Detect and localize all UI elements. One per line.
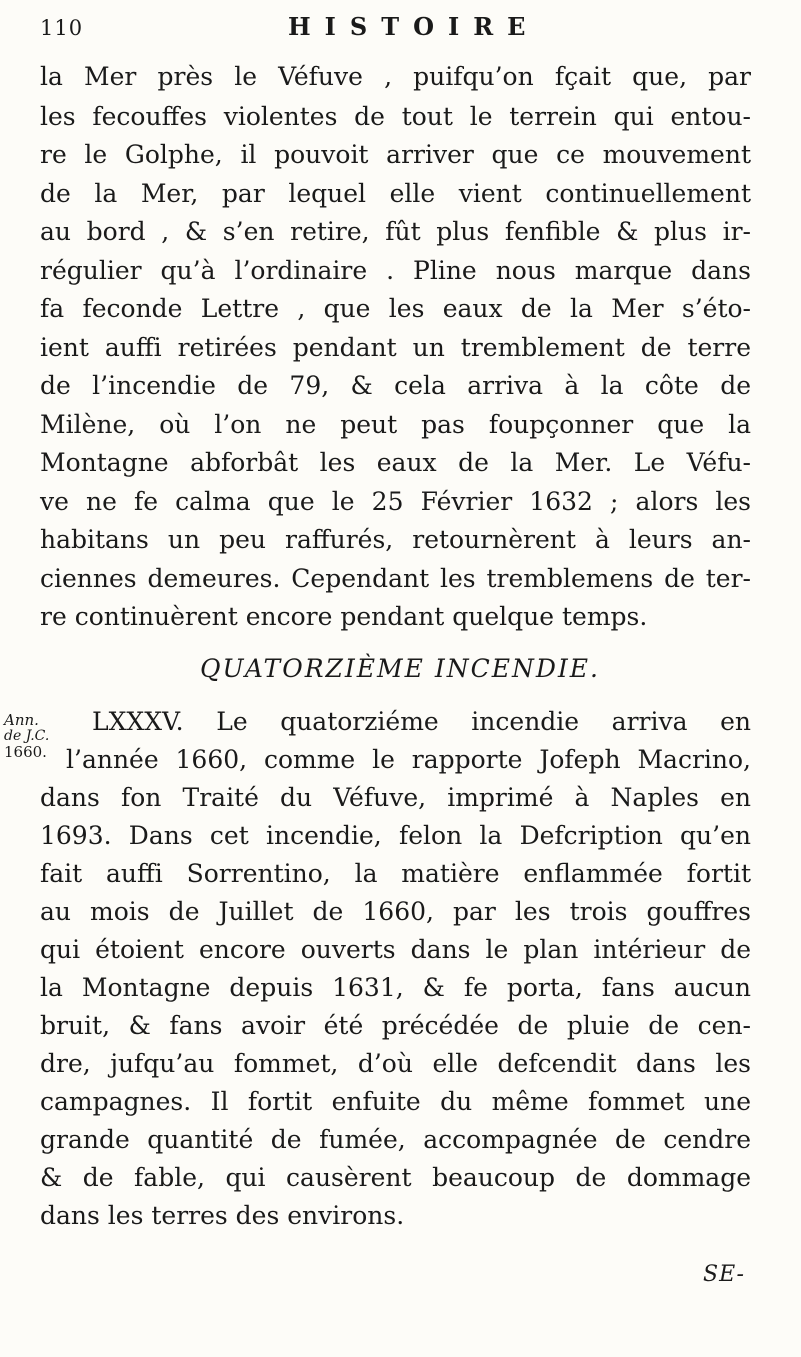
- paragraph-1-line: ve ne fe calma que le 25 Février 1632 ; alors les: [40, 487, 751, 516]
- paragraph-2-line: dans les terres des environs.: [40, 1201, 405, 1230]
- paragraph-1-line: régulier qu’à l’ordinaire . Pline nous marque dans: [40, 256, 751, 285]
- paragraph-2-line: dans fon Traité du Véfuve, imprimé à Naples en: [40, 783, 751, 812]
- paragraph-1-line: re continuèrent encore pendant quelque temps.: [40, 602, 648, 631]
- paragraph-2-line: grande quantité de fumée, accompagnée de cendre: [40, 1125, 751, 1154]
- margin-note-era: de J.C.: [4, 728, 50, 744]
- paragraph-2-line: fait auffi Sorrentino, la matière enflammée fortit: [40, 859, 751, 888]
- paragraph-1-line: re le Golphe, il pouvoit arriver que ce mouvement: [40, 140, 751, 169]
- paragraph-1-line: la Mer près le Véfuve , puifqu’on fçait que, par: [40, 62, 751, 91]
- paragraph-1-line: ciennes demeures. Cependant les tremblemens de ter-: [40, 564, 751, 593]
- paragraph-1-line: Montagne abforbât les eaux de la Mer. Le Véfu-: [40, 448, 751, 477]
- margin-note-year: 1660.: [4, 743, 47, 761]
- margin-note-year-label: Ann.: [4, 711, 39, 729]
- paragraph-1-line: les fecouffes violentes de tout le terrein qui entou-: [40, 102, 751, 131]
- page-number: 110: [40, 16, 84, 40]
- paragraph-1-line: fa feconde Lettre , que les eaux de la Mer s’éto-: [40, 294, 751, 323]
- paragraph-2-line: qui étoient encore ouverts dans le plan intérieur de: [40, 935, 751, 964]
- paragraph-2-line: dre, jufqu’au fommet, d’où elle defcendit dans les: [40, 1049, 751, 1078]
- paragraph-2-line: LXXXV. Le quatorziéme incendie arriva en: [92, 707, 751, 736]
- catchword: SE-: [703, 1262, 745, 1287]
- paragraph-2-line: campagnes. Il fortit enfuite du même fommet une: [40, 1087, 751, 1116]
- paragraph-2-line: 1693. Dans cet incendie, felon la Defcription qu’en: [40, 821, 751, 850]
- running-head: HISTOIRE: [288, 12, 540, 41]
- paragraph-1-line: au bord , & s’en retire, fût plus fenfible & plus ir-: [40, 217, 751, 246]
- paragraph-1-line: ient auffi retirées pendant un tremblement de terre: [40, 333, 751, 362]
- section-heading: QUATORZIÈME INCENDIE.: [200, 654, 600, 683]
- paragraph-1-line: de l’incendie de 79, & cela arriva à la côte de: [40, 371, 751, 400]
- paragraph-1-line: Milène, où l’on ne peut pas foupçonner que la: [40, 410, 751, 439]
- paragraph-2-line: bruit, & fans avoir été précédée de pluie de cen-: [40, 1011, 751, 1040]
- page-header: [40, 12, 740, 52]
- paragraph-2-line: au mois de Juillet de 1660, par les trois gouffres: [40, 897, 751, 926]
- paragraph-1-line: habitans un peu raffurés, retournèrent à leurs an-: [40, 525, 751, 554]
- paragraph-2-line: & de fable, qui causèrent beaucoup de dommage: [40, 1163, 751, 1192]
- paragraph-2-line: la Montagne depuis 1631, & fe porta, fans aucun: [40, 973, 751, 1002]
- paragraph-1-line: de la Mer, par lequel elle vient continuellement: [40, 179, 751, 208]
- paragraph-2-line: l’année 1660, comme le rapporte Jofeph Macrino,: [66, 745, 751, 774]
